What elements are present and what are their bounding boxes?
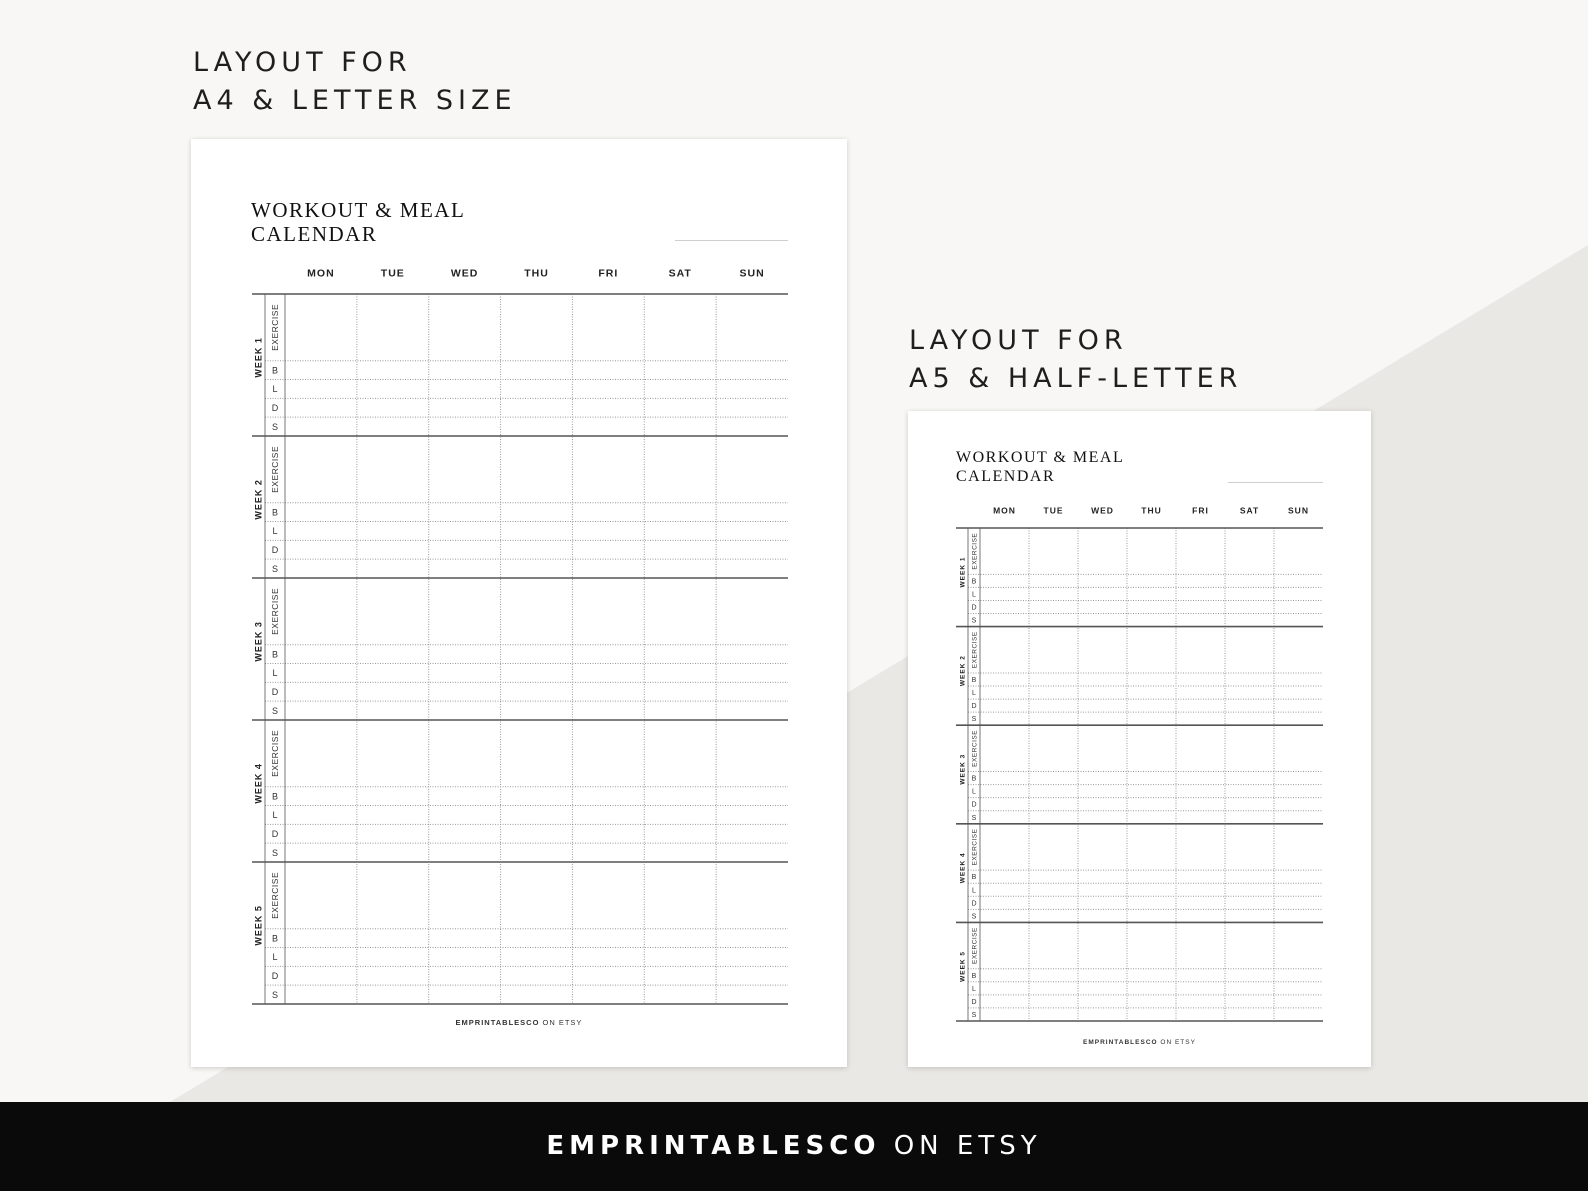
meal-row-label: B xyxy=(271,649,279,660)
day-header: SUN xyxy=(739,267,765,280)
sheet-footer xyxy=(908,1039,1371,1046)
meal-row-label: L xyxy=(972,788,976,796)
meal-row-label: B xyxy=(271,365,279,376)
exercise-label: EXERCISE xyxy=(269,445,280,493)
week-label: WEEK 4 xyxy=(959,852,967,884)
footer-brand: EMPRINTABLESCO xyxy=(455,1018,540,1027)
day-header: FRI xyxy=(598,267,619,280)
banner-suffix: ON ETSY xyxy=(893,1131,1042,1161)
sheet-a4-letter xyxy=(191,139,847,1067)
layout-label-a4-line2: A4 & LETTER SIZE xyxy=(193,85,517,116)
meal-row-label: D xyxy=(271,687,279,698)
week-label: WEEK 4 xyxy=(253,763,264,804)
sheet-title-line1: WORKOUT & MEAL xyxy=(251,198,466,222)
meal-row-label: B xyxy=(271,507,279,518)
meal-row-label: S xyxy=(271,705,279,716)
week-label: WEEK 1 xyxy=(959,556,967,588)
meal-row-label: S xyxy=(971,1011,977,1019)
day-header: WED xyxy=(1091,505,1114,516)
week-label: WEEK 5 xyxy=(959,950,967,982)
day-header: FRI xyxy=(1192,505,1209,516)
week-label: WEEK 2 xyxy=(959,655,967,687)
meal-row-label: D xyxy=(971,703,977,711)
layout-label-a4-line1: LAYOUT FOR xyxy=(193,47,412,78)
day-header: SUN xyxy=(1288,505,1309,516)
layout-label-a5-line2: A5 & HALF-LETTER xyxy=(909,363,1243,394)
meal-row-label: S xyxy=(271,847,279,858)
week-label: WEEK 1 xyxy=(253,337,264,378)
exercise-label: EXERCISE xyxy=(971,729,979,767)
meal-row-label: L xyxy=(972,690,976,698)
day-header: TUE xyxy=(380,267,405,280)
meal-row-label: B xyxy=(271,933,279,944)
day-header: MON xyxy=(993,505,1016,516)
meal-row-label: D xyxy=(971,998,977,1006)
meal-row-label: S xyxy=(971,716,977,724)
exercise-label: EXERCISE xyxy=(269,303,280,351)
exercise-label: EXERCISE xyxy=(269,871,280,919)
meal-row-label: D xyxy=(971,900,977,908)
footer-suffix: ON ETSY xyxy=(1160,1039,1196,1046)
meal-row-label: S xyxy=(271,563,279,574)
meal-row-label: S xyxy=(971,617,977,625)
meal-row-label: L xyxy=(972,591,976,599)
day-header: MON xyxy=(307,267,335,280)
sheet-title-line2: CALENDAR xyxy=(956,468,1056,485)
meal-row-label: D xyxy=(271,971,279,982)
meal-row-label: S xyxy=(271,421,279,432)
sheet-footer xyxy=(191,1018,847,1027)
meal-row-label: L xyxy=(272,668,278,679)
footer-brand: EMPRINTABLESCO xyxy=(1083,1039,1158,1046)
exercise-label: EXERCISE xyxy=(971,532,979,570)
sheet-title-line2: CALENDAR xyxy=(251,222,378,246)
meal-row-label: D xyxy=(271,403,279,414)
meal-row-label: D xyxy=(971,604,977,612)
exercise-label: EXERCISE xyxy=(269,729,280,777)
footer-suffix: ON ETSY xyxy=(542,1018,583,1027)
day-header: THU xyxy=(524,267,549,280)
layout-label-a5-line1: LAYOUT FOR xyxy=(909,325,1128,356)
meal-row-label: D xyxy=(971,801,977,809)
week-label: WEEK 2 xyxy=(253,479,264,520)
layout-label-a4 xyxy=(193,44,517,120)
meal-row-label: L xyxy=(272,384,278,395)
day-header: SAT xyxy=(1239,505,1260,516)
exercise-label: EXERCISE xyxy=(971,828,979,866)
sheet-title-line1: WORKOUT & MEAL xyxy=(956,449,1125,466)
meal-row-label: D xyxy=(271,545,279,556)
meal-row-label: D xyxy=(271,829,279,840)
calendar-grid xyxy=(908,411,1371,1067)
meal-row-label: B xyxy=(971,578,977,586)
meal-row-label: S xyxy=(971,814,977,822)
meal-row-label: S xyxy=(971,913,977,921)
exercise-label: EXERCISE xyxy=(971,927,979,965)
meal-row-label: L xyxy=(972,887,976,895)
meal-row-label: L xyxy=(272,810,278,821)
calendar-grid xyxy=(191,139,847,1067)
meal-row-label: S xyxy=(271,989,279,1000)
layout-label-a5 xyxy=(909,322,1242,398)
meal-row-label: L xyxy=(272,526,278,537)
exercise-label: EXERCISE xyxy=(971,631,979,669)
meal-row-label: B xyxy=(971,676,977,684)
day-header: TUE xyxy=(1043,505,1064,516)
week-label: WEEK 3 xyxy=(253,621,264,662)
meal-row-label: B xyxy=(971,874,977,882)
week-label: WEEK 5 xyxy=(253,905,264,946)
exercise-label: EXERCISE xyxy=(269,587,280,635)
meal-row-label: B xyxy=(971,972,977,980)
meal-row-label: L xyxy=(272,952,278,963)
day-header: SAT xyxy=(668,267,692,280)
bottom-banner xyxy=(0,1102,1588,1191)
week-label: WEEK 3 xyxy=(959,753,967,785)
sheet-a5-half-letter xyxy=(908,411,1371,1067)
meal-row-label: L xyxy=(972,985,976,993)
banner-brand: EMPRINTABLESCO xyxy=(546,1131,881,1161)
day-header: THU xyxy=(1141,505,1162,516)
meal-row-label: B xyxy=(271,791,279,802)
meal-row-label: B xyxy=(971,775,977,783)
day-header: WED xyxy=(450,267,479,280)
